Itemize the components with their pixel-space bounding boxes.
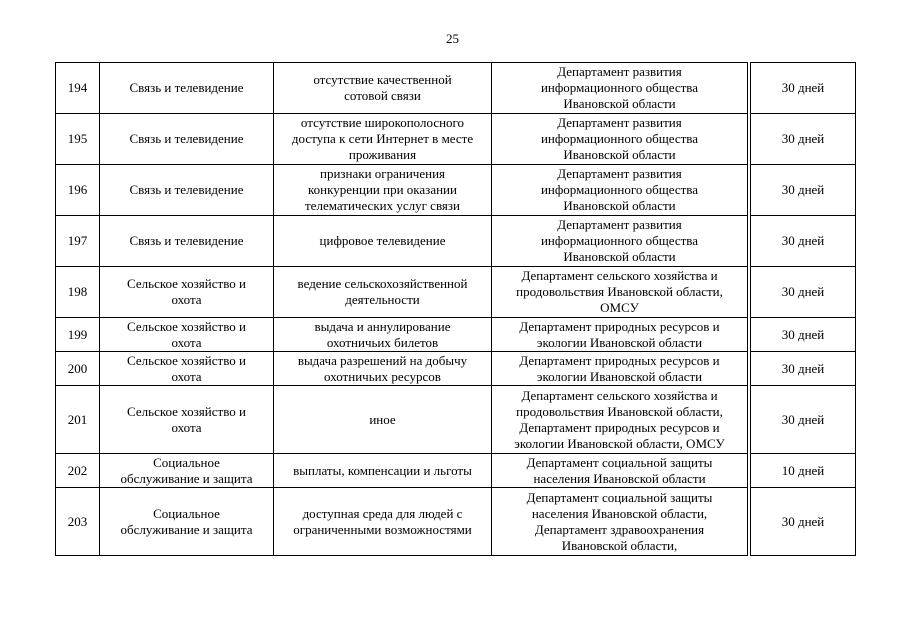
term-cell: 30 дней	[751, 386, 856, 454]
sphere-cell: Социальное обслуживание и защита	[100, 454, 274, 488]
authority-cell: Департамент развития информационного общества Ивановской области	[492, 216, 748, 267]
sphere-cell: Связь и телевидение	[100, 63, 274, 114]
table-row	[56, 267, 856, 318]
term-cell: 30 дней	[751, 488, 856, 556]
page-number: 25	[446, 31, 459, 46]
term-cell: 30 дней	[751, 63, 856, 114]
term-cell: 30 дней	[751, 216, 856, 267]
sphere-cell: Социальное обслуживание и защита	[100, 488, 274, 556]
term-cell: 30 дней	[751, 267, 856, 318]
table-row	[56, 63, 856, 114]
topic-cell: выдача и аннулирование охотничьих билетов	[274, 318, 492, 352]
authority-cell: Департамент сельского хозяйства и продовольствия Ивановской области, ОМСУ	[492, 267, 748, 318]
authority-cell: Департамент развития информационного общества Ивановской области	[492, 114, 748, 165]
row-number-cell: 199	[56, 318, 100, 352]
authority-cell: Департамент социальной защиты населения Ивановской области	[492, 454, 748, 488]
sphere-cell: Сельское хозяйство и охота	[100, 386, 274, 454]
topic-cell: признаки ограничения конкуренции при оказании телематических услуг связи	[274, 165, 492, 216]
row-number-cell: 200	[56, 352, 100, 386]
topic-cell: цифровое телевидение	[274, 216, 492, 267]
sphere-cell: Сельское хозяйство и охота	[100, 267, 274, 318]
sphere-cell: Сельское хозяйство и охота	[100, 352, 274, 386]
table-row	[56, 114, 856, 165]
row-number-cell: 196	[56, 165, 100, 216]
row-number-cell: 194	[56, 63, 100, 114]
topic-cell: выплаты, компенсации и льготы	[274, 454, 492, 488]
row-number-cell: 195	[56, 114, 100, 165]
topic-cell: отсутствие широкополосного доступа к сети Интернет в месте проживания	[274, 114, 492, 165]
row-number-cell: 198	[56, 267, 100, 318]
sphere-cell: Связь и телевидение	[100, 114, 274, 165]
table-row	[56, 318, 856, 352]
topic-cell: ведение сельскохозяйственной деятельности	[274, 267, 492, 318]
topic-cell: отсутствие качественной сотовой связи	[274, 63, 492, 114]
term-cell: 10 дней	[751, 454, 856, 488]
sphere-cell: Сельское хозяйство и охота	[100, 318, 274, 352]
table-row	[56, 216, 856, 267]
authority-cell: Департамент природных ресурсов и экологии Ивановской области	[492, 352, 748, 386]
authority-cell: Департамент развития информационного общества Ивановской области	[492, 63, 748, 114]
table-row	[56, 165, 856, 216]
authority-cell: Департамент развития информационного общества Ивановской области	[492, 165, 748, 216]
row-number-cell: 197	[56, 216, 100, 267]
row-number-cell: 201	[56, 386, 100, 454]
table-row	[56, 454, 856, 488]
document-table	[55, 62, 856, 556]
authority-cell: Департамент природных ресурсов и экологии Ивановской области	[492, 318, 748, 352]
row-number-cell: 202	[56, 454, 100, 488]
row-number-cell: 203	[56, 488, 100, 556]
topic-cell: иное	[274, 386, 492, 454]
table-body	[56, 63, 856, 556]
term-cell: 30 дней	[751, 318, 856, 352]
sphere-cell: Связь и телевидение	[100, 216, 274, 267]
sphere-cell: Связь и телевидение	[100, 165, 274, 216]
table-row	[56, 352, 856, 386]
topic-cell: доступная среда для людей с ограниченными возможностями	[274, 488, 492, 556]
topic-cell: выдача разрешений на добычу охотничьих ресурсов	[274, 352, 492, 386]
term-cell: 30 дней	[751, 114, 856, 165]
table-row	[56, 488, 856, 556]
term-cell: 30 дней	[751, 352, 856, 386]
authority-cell: Департамент социальной защиты населения Ивановской области, Департамент здравоохранения Ивановской области,	[492, 488, 748, 556]
term-cell: 30 дней	[751, 165, 856, 216]
table-row	[56, 386, 856, 454]
authority-cell: Департамент сельского хозяйства и продовольствия Ивановской области, Департамент природных ресурсов и экологии Ивановской области, ОМСУ	[492, 386, 748, 454]
